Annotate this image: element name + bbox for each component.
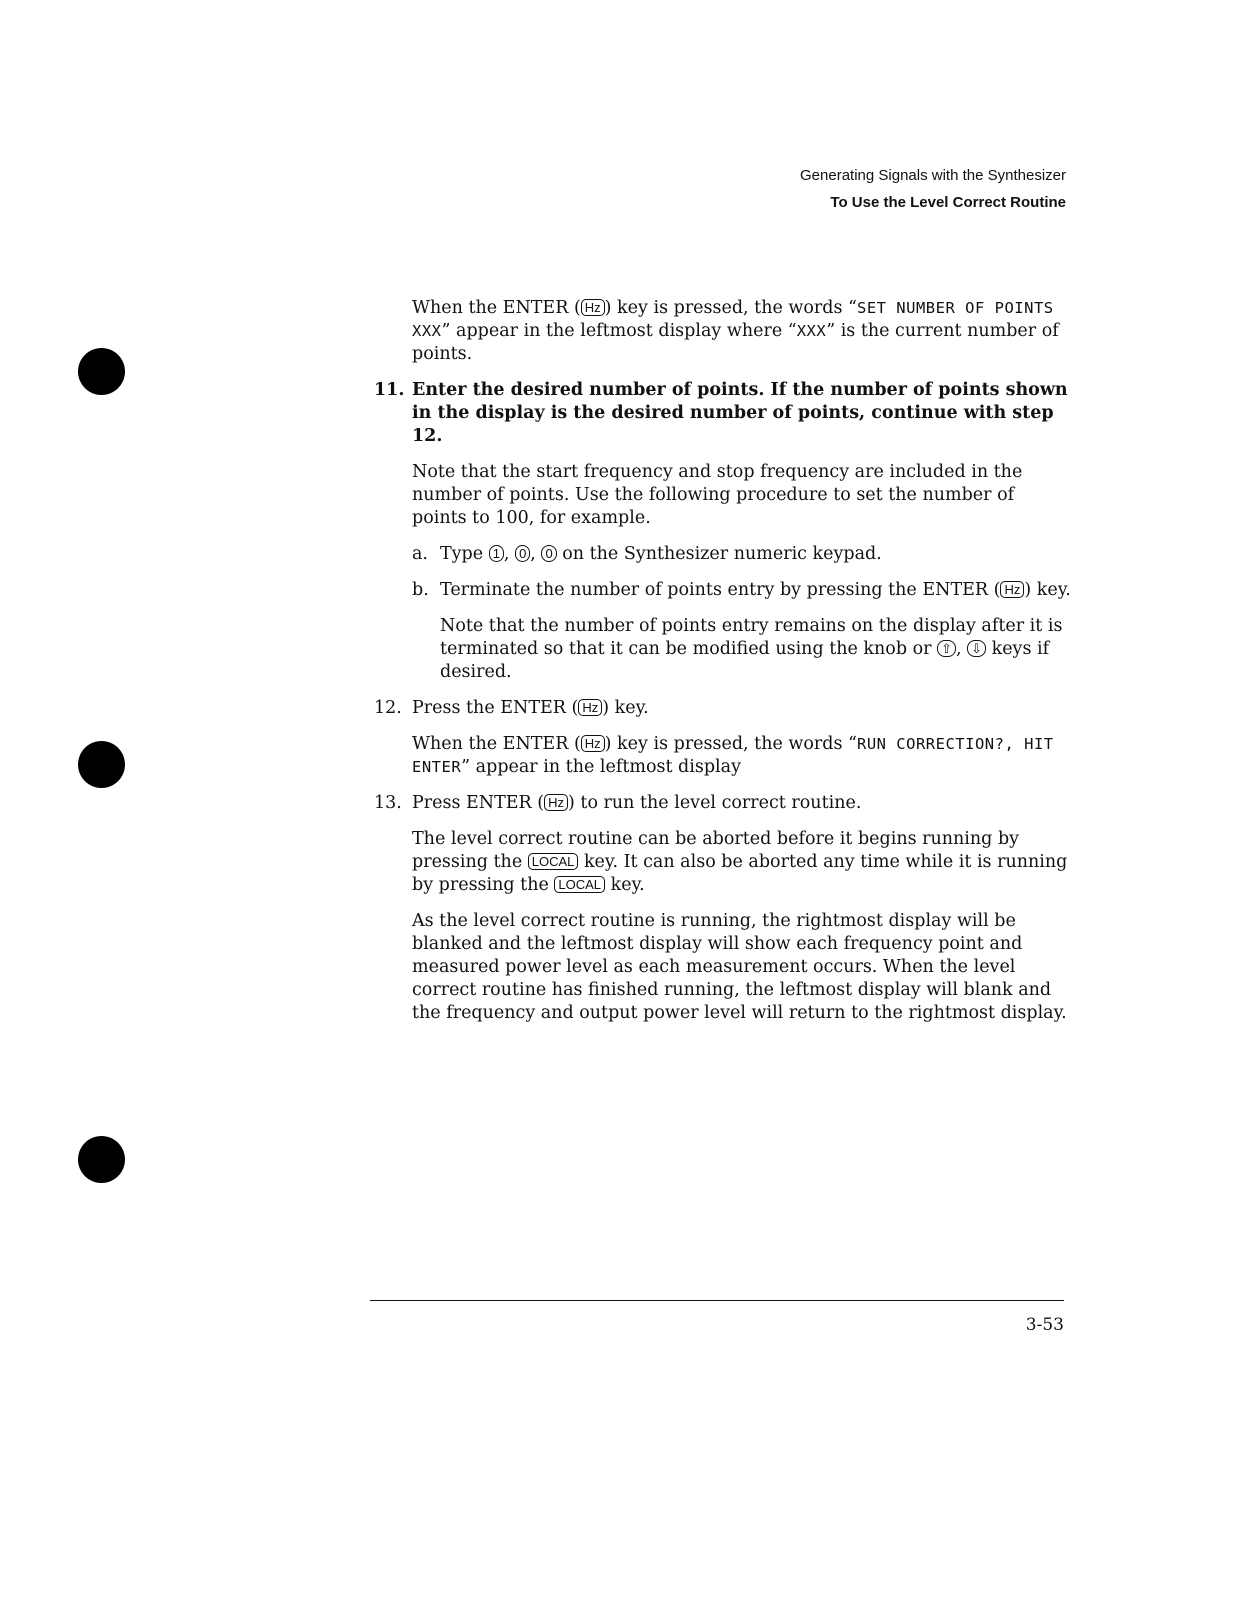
- text: ” appear in the leftmost display: [461, 757, 741, 777]
- running-header: [792, 162, 1066, 229]
- punch-hole-bottom: [78, 1136, 125, 1183]
- display-text: SET NUMBER OF POINTS XXX: [412, 299, 1054, 340]
- hz-key: Hz: [581, 735, 605, 752]
- step-11-note: Note that the start frequency and stop frequency are included in the number of points. Use the following procedure to set the number of points to 100, for example.: [412, 462, 1023, 528]
- text: key. It can also be aborted any time while it is running by pressing the: [412, 852, 1068, 895]
- hz-key: Hz: [581, 299, 605, 316]
- text: on the Synthesizer numeric keypad.: [556, 544, 882, 564]
- step-13-running-note: As the level correct routine is running, the rightmost display will be blanked and the leftmost display will show each frequency point and measured power level as each measurement occurs. When the level correct routine has finished running, the leftmost display will blank and the frequency and output power level will return to the rightmost display.: [412, 911, 1067, 1023]
- text: ) key is pressed, the words “: [604, 298, 857, 318]
- text: ) key.: [602, 698, 649, 718]
- key-0: 0: [541, 545, 556, 562]
- hz-key: Hz: [544, 794, 568, 811]
- intro-paragraph: [412, 297, 1074, 366]
- local-key: LOCAL: [528, 853, 579, 870]
- hz-key: Hz: [578, 699, 602, 716]
- text: key.: [605, 875, 645, 895]
- text: The level correct routine can be aborted before it begins running by pressing the: [412, 829, 1020, 872]
- substep-b-note: [440, 615, 1074, 684]
- local-key: LOCAL: [554, 876, 605, 893]
- footer-rule: [370, 1300, 1064, 1301]
- text: Type: [440, 544, 489, 564]
- step-text: Enter the desired number of points. If the number of points shown in the display is the desired number of points, continue with step 12.: [412, 380, 1068, 446]
- hz-key: Hz: [1000, 581, 1024, 598]
- text: Terminate the number of points entry by pressing the ENTER (: [440, 580, 1001, 600]
- step-12-note: [412, 733, 1074, 779]
- page-number: 3-53: [1025, 1315, 1064, 1335]
- text: ) to run the level correct routine.: [568, 793, 862, 813]
- display-text: XXX: [796, 322, 827, 340]
- section-title: Generating Signals with the Synthesizer: [800, 167, 1066, 184]
- text: ,: [955, 639, 968, 659]
- up-arrow-key-icon: ⇧: [937, 640, 956, 657]
- text: ,: [503, 544, 516, 564]
- text: ) key is pressed, the words “: [604, 734, 857, 754]
- substep-text: [440, 543, 882, 566]
- text: Press the ENTER (: [412, 698, 579, 718]
- text: keys if desired.: [440, 639, 1050, 682]
- text: Press ENTER (: [412, 793, 545, 813]
- text: ,: [530, 544, 542, 564]
- text: ) key.: [1024, 580, 1071, 600]
- substep-b: [412, 579, 1074, 602]
- step-text: [412, 792, 1074, 815]
- down-arrow-key-icon: ⇩: [967, 640, 986, 657]
- step-number: 13.: [374, 793, 402, 813]
- step-11: [374, 379, 1074, 448]
- step-13: [374, 792, 1074, 815]
- punch-hole-top: [78, 348, 125, 395]
- punch-hole-middle: [78, 741, 125, 788]
- step-text: [412, 697, 1074, 720]
- step-number: 12.: [374, 698, 402, 718]
- key-0: 0: [515, 545, 530, 562]
- step-number: 11.: [374, 380, 405, 400]
- page-body: [374, 297, 1074, 1038]
- step-12: [374, 697, 1074, 720]
- text: When the ENTER (: [412, 734, 581, 754]
- step-13-abort-note: [412, 828, 1074, 897]
- display-text: RUN CORRECTION?, HIT ENTER: [412, 735, 1054, 776]
- substep-a: [412, 543, 1074, 566]
- key-1: 1: [489, 545, 504, 562]
- text: ” is the current number of points.: [412, 321, 1059, 364]
- substep-text: [440, 579, 1071, 602]
- text: Note that the number of points entry remains on the display after it is terminated so that it can be modified using the knob or: [440, 616, 1063, 659]
- text: When the ENTER (: [412, 298, 581, 318]
- text: ” appear in the leftmost display where “: [441, 321, 797, 341]
- substep-label: b.: [412, 580, 429, 600]
- subsection-title: To Use the Level Correct Routine: [830, 194, 1066, 211]
- substep-label: a.: [412, 544, 428, 564]
